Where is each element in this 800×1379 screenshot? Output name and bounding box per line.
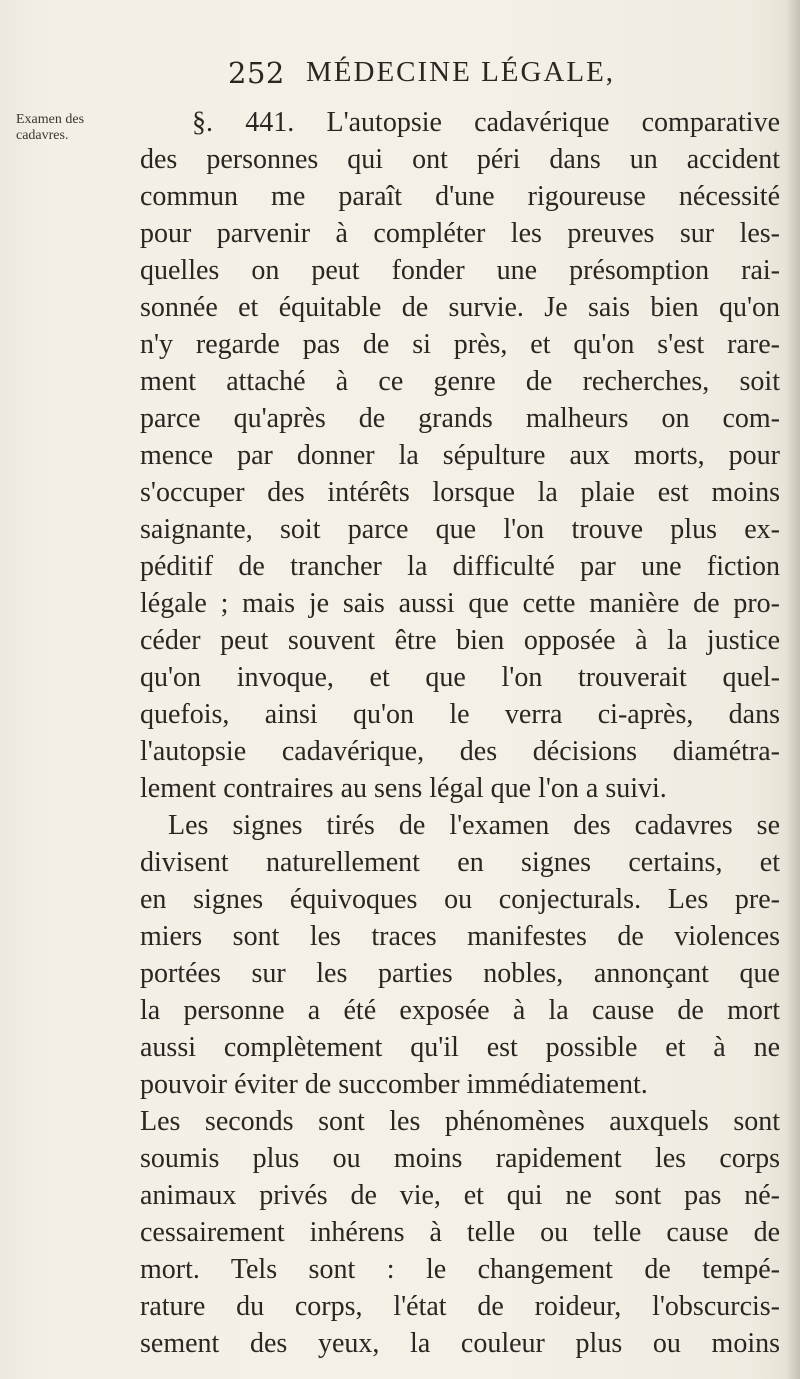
text-line: §. 441. L'autopsie cadavérique comparative: [192, 107, 780, 138]
text-line: ment attaché à ce genre de recherches, soit: [140, 366, 780, 397]
text-line: miers sont les traces manifestes de violences: [140, 921, 780, 952]
running-title: MÉDECINE LÉGALE,: [306, 56, 616, 88]
text-line: soumis plus ou moins rapidement les corps: [140, 1143, 780, 1174]
text-line: lement contraires au sens légal que l'on a suivi.: [140, 773, 667, 804]
text-line: en signes équivoques ou conjecturals. Les pre-: [140, 884, 780, 915]
text-line: commun me paraît d'une rigoureuse nécessité: [140, 181, 780, 212]
text-line: céder peut souvent être bien opposée à la justice: [140, 625, 780, 656]
text-line: la personne a été exposée à la cause de mort: [140, 995, 780, 1026]
page-header: [228, 56, 768, 96]
text-line: portées sur les parties nobles, annonçant que: [140, 958, 780, 989]
page-edge-shadow: [786, 0, 800, 1379]
margin-note: [16, 112, 86, 144]
text-line: légale ; mais je sais aussi que cette manière de pro-: [140, 588, 780, 619]
text-line: saignante, soit parce que l'on trouve plus ex-: [140, 514, 780, 545]
text-line: l'autopsie cadavérique, des décisions diamétra-: [140, 736, 780, 767]
page-number: 252: [228, 56, 285, 90]
text-line: pouvoir éviter de succomber immédiatement.: [140, 1069, 648, 1100]
text-line: Les seconds sont les phénomènes auxquels sont: [140, 1106, 780, 1137]
text-line: quelles on peut fonder une présomption rai-: [140, 255, 780, 286]
text-line: parce qu'après de grands malheurs on com-: [140, 403, 780, 434]
text-line: mence par donner la sépulture aux morts, pour: [140, 440, 780, 471]
margin-note-line: cadavres.: [16, 128, 69, 143]
body-text: [140, 104, 780, 1362]
text-line: sonnée et équitable de survie. Je sais bien qu'on: [140, 292, 780, 323]
text-line: animaux privés de vie, et qui ne sont pas né-: [140, 1180, 780, 1211]
text-line: quefois, ainsi qu'on le verra ci-après, dans: [140, 699, 780, 730]
text-line: rature du corps, l'état de roideur, l'obscurcis-: [140, 1291, 780, 1322]
text-line: cessairement inhérens à telle ou telle cause de: [140, 1217, 780, 1248]
margin-note-line: Examen des: [16, 112, 85, 127]
text-line: n'y regarde pas de si près, et qu'on s'est rare-: [140, 329, 780, 360]
text-line: sement des yeux, la couleur plus ou moins: [140, 1328, 780, 1359]
text-line: des personnes qui ont péri dans un accident: [140, 144, 780, 175]
text-line: divisent naturellement en signes certains, et: [140, 847, 780, 878]
text-line: s'occuper des intérêts lorsque la plaie est moins: [140, 477, 780, 508]
text-line: aussi complètement qu'il est possible et à ne: [140, 1032, 780, 1063]
text-line: péditif de trancher la difficulté par une fiction: [140, 551, 780, 582]
text-line: pour parvenir à compléter les preuves sur les-: [140, 218, 780, 249]
text-line: mort. Tels sont : le changement de tempé-: [140, 1254, 780, 1285]
text-line: qu'on invoque, et que l'on trouverait quel-: [140, 662, 780, 693]
text-line: Les signes tirés de l'examen des cadavres se: [168, 810, 780, 841]
